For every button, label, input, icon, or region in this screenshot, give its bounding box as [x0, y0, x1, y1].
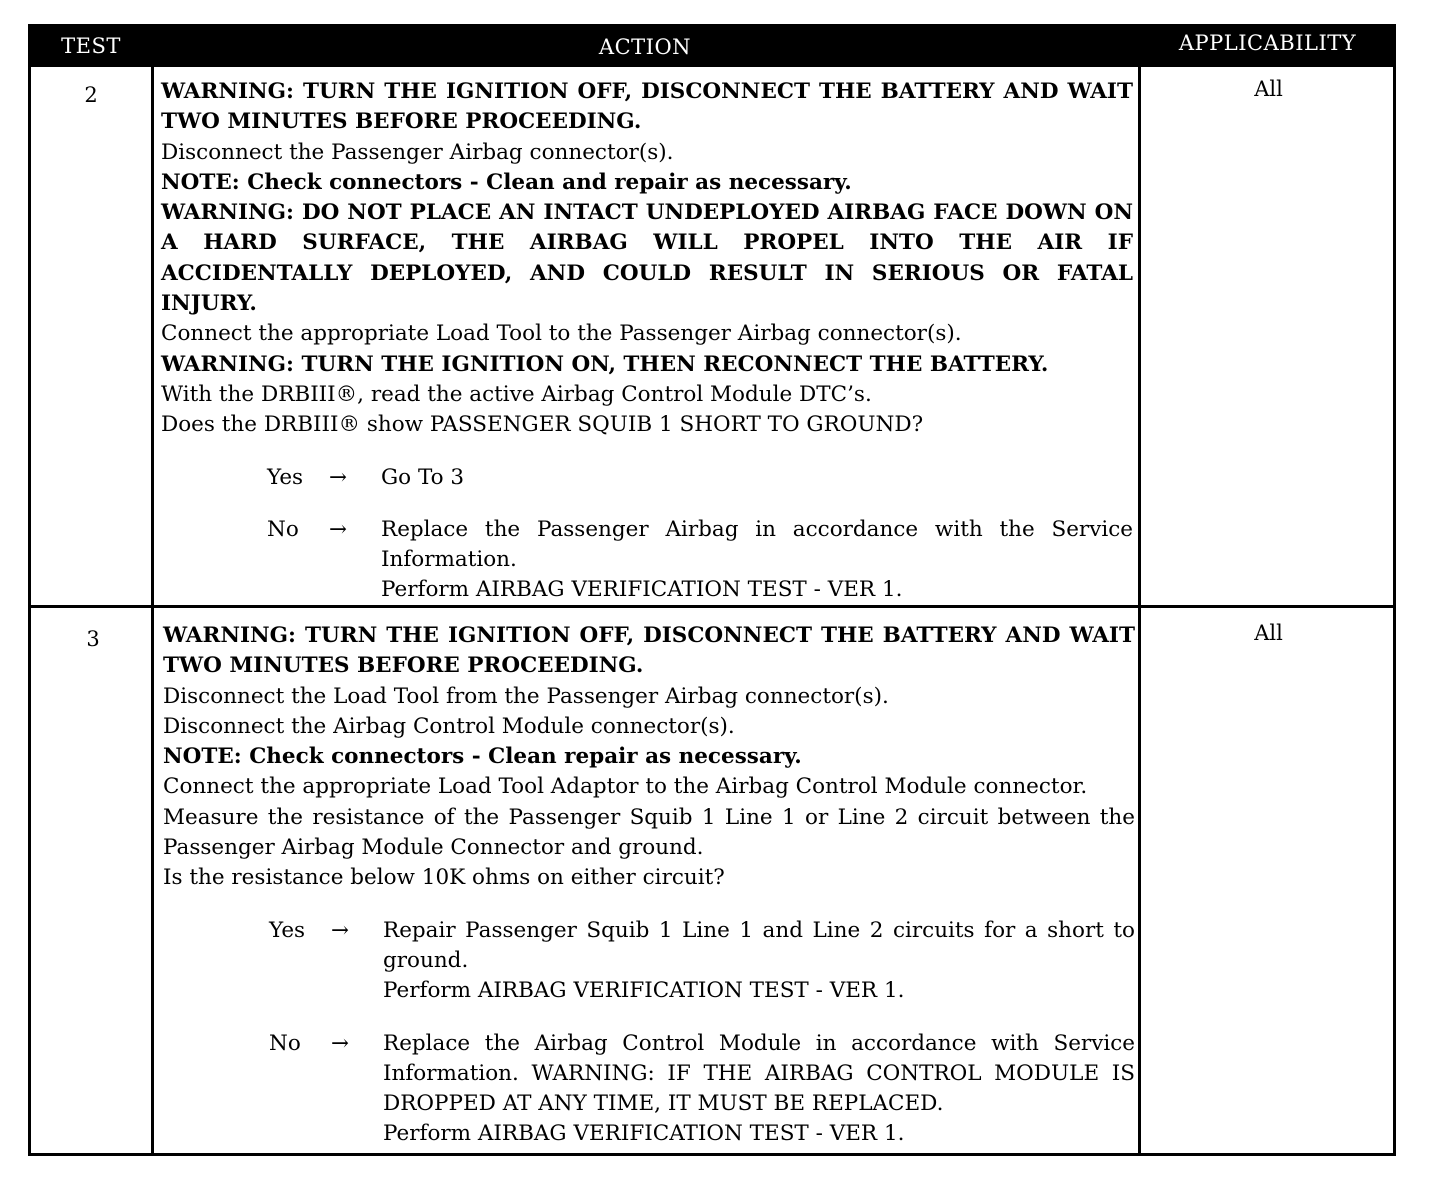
row-3-action	[163, 621, 1135, 1150]
row-3-note: NOTE: Check connectors - Clean repair as necessary.	[163, 744, 802, 770]
row-2-question: Does the DRBIII® show PASSENGER SQUIB 1 SHORT TO GROUND?	[161, 412, 924, 438]
row-3-no-answer	[163, 1029, 1135, 1150]
row-2-applicability: All	[1254, 77, 1283, 101]
row-2-no-text-2: Perform AIRBAG VERIFICATION TEST - VER 1.	[381, 577, 903, 603]
row-3-no-text-1: Replace the Airbag Control Module in accordance with Service Information. WARNING: IF THE AIRBAG CONTROL MODULE IS DROPPED AT ANY TIME, IT MUST BE REPLACED.	[383, 1030, 1135, 1117]
row-2-action	[161, 77, 1133, 606]
row-2-step-3: With the DRBIII®, read the active Airbag Control Module DTC’s.	[161, 381, 872, 407]
arrow-icon: →	[329, 516, 348, 542]
column-divider-action	[1138, 67, 1141, 1153]
row-3-step-3: Connect the appropriate Load Tool Adaptor to the Airbag Control Module connector.	[163, 774, 1088, 800]
arrow-icon: →	[331, 1030, 350, 1056]
row-3-test-number: 3	[86, 627, 100, 651]
row-2-no-answer	[161, 515, 1133, 606]
header-test: TEST	[61, 34, 121, 58]
row-3-step-4: Measure the resistance of the Passenger Squib 1 Line 1 or Line 2 circuit between the Passenger Airbag Module Connector and ground.	[163, 804, 1135, 861]
row-3-yes-text-2: Perform AIRBAG VERIFICATION TEST - VER 1.	[383, 978, 905, 1004]
row-3-yes-answer	[163, 916, 1135, 1007]
arrow-icon: →	[329, 464, 348, 490]
column-divider-test	[151, 67, 154, 1153]
test-table	[28, 24, 1396, 1156]
row-3-yes-text-1: Repair Passenger Squib 1 Line 1 and Line 2 circuits for a short to ground.	[383, 917, 1135, 973]
row-2-test-number: 2	[84, 83, 98, 107]
row-3-question: Is the resistance below 10K ohms on either circuit?	[163, 865, 725, 891]
row-2-note: NOTE: Check connectors - Clean and repair as necessary.	[161, 169, 852, 195]
row-2-yes-answer	[161, 463, 1133, 493]
row-2-no-label: No	[267, 516, 299, 542]
row-2-warning-3: WARNING: TURN THE IGNITION ON, THEN RECONNECT THE BATTERY.	[161, 351, 1049, 377]
row-3-applicability: All	[1254, 621, 1283, 645]
row-2-warning-2: WARNING: DO NOT PLACE AN INTACT UNDEPLOYED AIRBAG FACE DOWN ON A HARD SURFACE, THE AIRBAG WILL PROPEL INTO THE AIR IF ACCIDENTALLY DEPLOYED, AND COULD RESULT IN SERIOUS OR FATAL INJURY.	[161, 200, 1133, 317]
row-3-step-2: Disconnect the Airbag Control Module connector(s).	[163, 713, 735, 739]
row-3-no-label: No	[269, 1030, 301, 1056]
header-action: ACTION	[598, 35, 692, 59]
row-2-no-text-1: Replace the Passenger Airbag in accordance with the Service Information.	[381, 516, 1133, 573]
row-3-warning-1: WARNING: TURN THE IGNITION OFF, DISCONNECT THE BATTERY AND WAIT TWO MINUTES BEFORE PROCEEDING.	[163, 623, 1135, 679]
table-header	[31, 27, 1393, 67]
row-3-yes-label: Yes	[269, 917, 306, 943]
arrow-icon: →	[331, 917, 350, 943]
row-2-yes-text: Go To 3	[381, 464, 465, 490]
row-2-yes-label: Yes	[267, 464, 304, 490]
row-3-step-1: Disconnect the Load Tool from the Passenger Airbag connector(s).	[163, 683, 889, 709]
row-2-step-2: Connect the appropriate Load Tool to the Passenger Airbag connector(s).	[161, 321, 962, 347]
header-applicability: APPLICABILITY	[1178, 31, 1357, 55]
row-3-no-text-2: Perform AIRBAG VERIFICATION TEST - VER 1.	[383, 1121, 905, 1147]
row-2-step-1: Disconnect the Passenger Airbag connector(s).	[161, 139, 674, 165]
row-2-warning-1: WARNING: TURN THE IGNITION OFF, DISCONNECT THE BATTERY AND WAIT TWO MINUTES BEFORE PROCEEDING.	[161, 79, 1133, 135]
